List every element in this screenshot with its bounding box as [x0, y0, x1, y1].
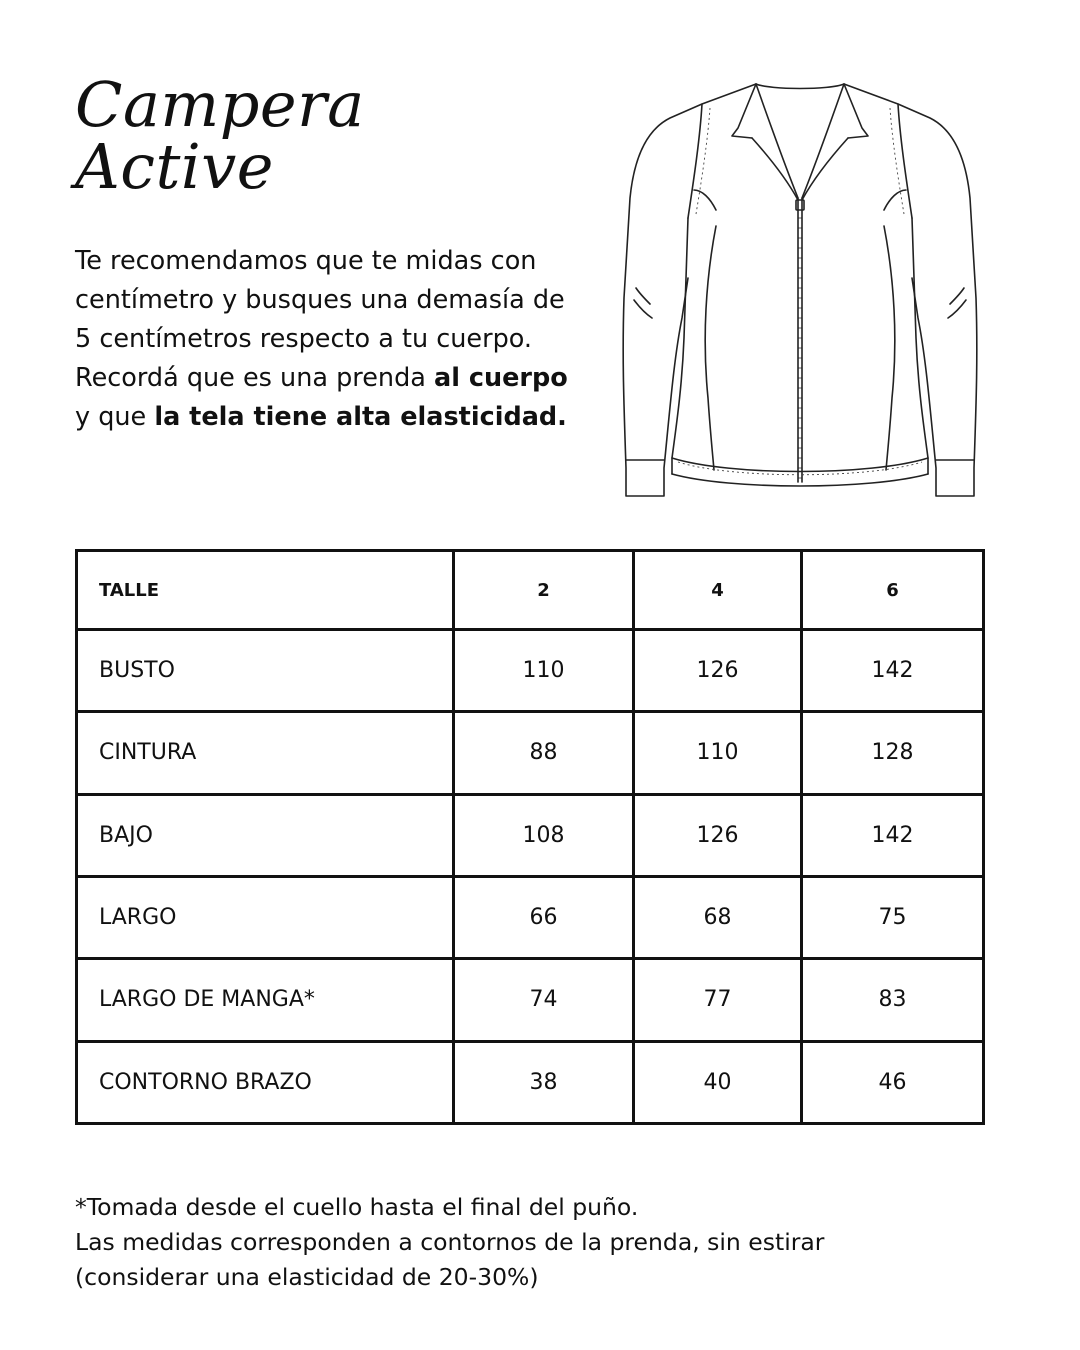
table-cell: 66 [454, 876, 634, 958]
title-line-2: Active [75, 130, 274, 203]
header-size: 6 [802, 551, 984, 630]
header-label: TALLE [77, 551, 454, 630]
footnote-line-2: Las medidas corresponden a contornos de la prenda, sin estirar [75, 1228, 825, 1256]
table-row [77, 712, 984, 794]
table-cell: 46 [802, 1041, 984, 1123]
table-cell: 126 [634, 630, 802, 712]
table-row [77, 794, 984, 876]
table-cell: 142 [802, 630, 984, 712]
table-cell: 75 [802, 876, 984, 958]
table-cell: 77 [634, 959, 802, 1041]
header-size: 2 [454, 551, 634, 630]
table-cell: 74 [454, 959, 634, 1041]
row-label: LARGO DE MANGA* [77, 959, 454, 1041]
table-cell: 68 [634, 876, 802, 958]
footnote-line-3: (considerar una elasticidad de 20-30%) [75, 1263, 539, 1291]
intro-text-2: y que [75, 402, 155, 432]
table-cell: 88 [454, 712, 634, 794]
table-cell: 38 [454, 1041, 634, 1123]
table-row [77, 1041, 984, 1123]
row-label: CINTURA [77, 712, 454, 794]
table-row [77, 630, 984, 712]
table-cell: 126 [634, 794, 802, 876]
table-cell: 142 [802, 794, 984, 876]
table-cell: 40 [634, 1041, 802, 1123]
row-label: LARGO [77, 876, 454, 958]
title-line-1: Campera [75, 68, 365, 141]
table-row [77, 876, 984, 958]
footnote [75, 1190, 975, 1295]
page-title [75, 68, 595, 203]
intro-paragraph [75, 242, 580, 437]
table-cell: 128 [802, 712, 984, 794]
row-label: CONTORNO BRAZO [77, 1041, 454, 1123]
footnote-line-1: *Tomada desde el cuello hasta el final del puño. [75, 1193, 639, 1221]
intro-bold-2: la tela tiene alta elasticidad. [154, 402, 567, 432]
table-cell: 110 [634, 712, 802, 794]
size-table [75, 549, 985, 1125]
jacket-icon [610, 78, 990, 504]
table-header-row [77, 551, 984, 630]
table-row [77, 959, 984, 1041]
row-label: BAJO [77, 794, 454, 876]
table-cell: 83 [802, 959, 984, 1041]
header-size: 4 [634, 551, 802, 630]
table-cell: 110 [454, 630, 634, 712]
intro-bold-1: al cuerpo [434, 363, 568, 393]
table-cell: 108 [454, 794, 634, 876]
intro-text-1: Te recomendamos que te midas con centímetro y busques una demasía de 5 centímetros respecto a tu cuerpo. Recordá que es una prenda [75, 246, 565, 393]
row-label: BUSTO [77, 630, 454, 712]
